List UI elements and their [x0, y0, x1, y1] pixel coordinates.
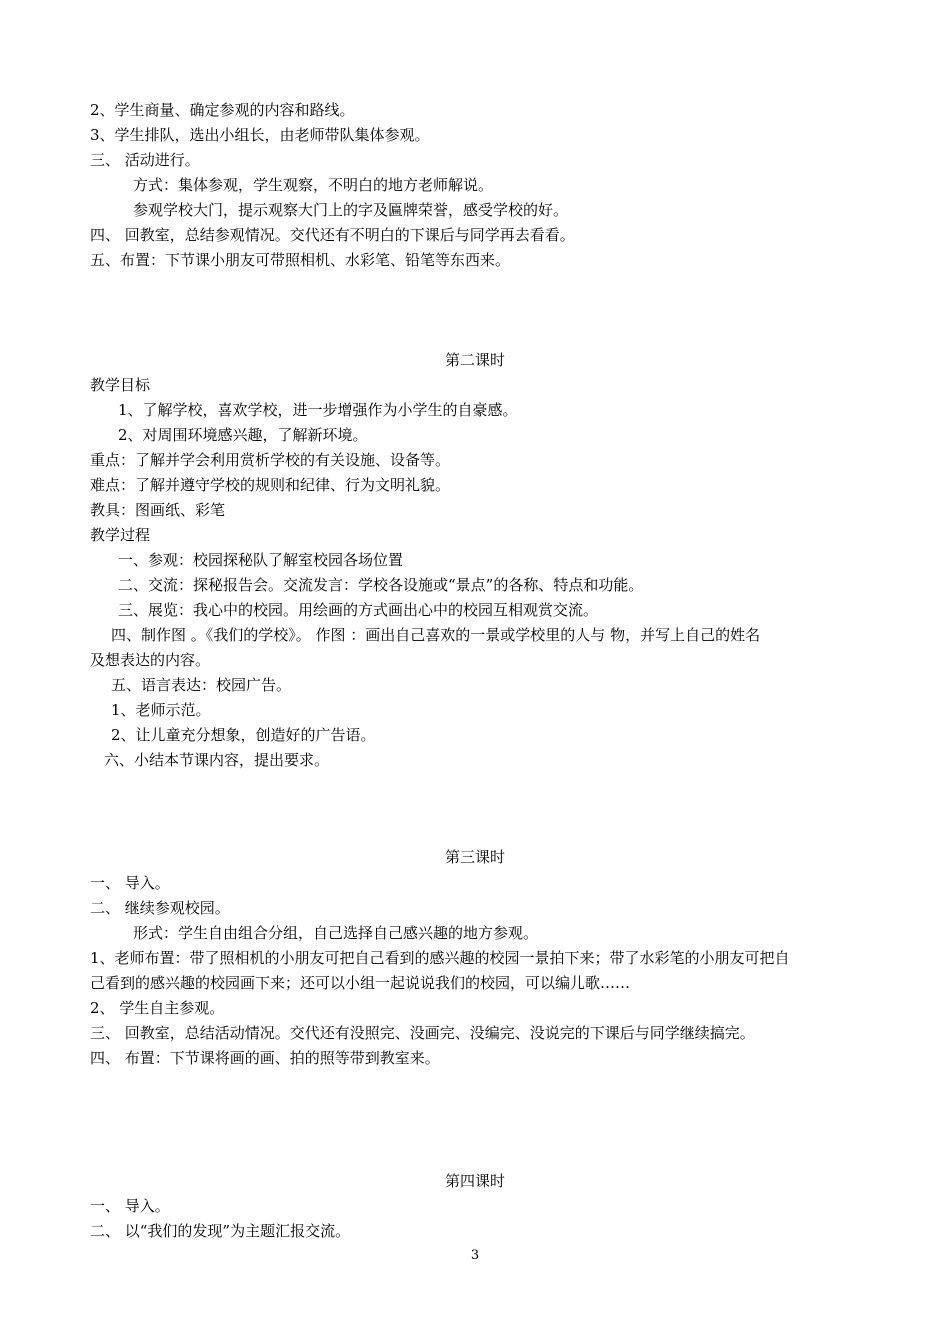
paragraph-line: 2、让儿童充分想象，创造好的广告语。 [111, 726, 376, 744]
paragraph-line: 二、 继续参观校园。 [90, 899, 230, 917]
paragraph-line: 难点：了解并遵守学校的规则和纪律、行为文明礼貌。 [90, 476, 451, 494]
paragraph-line: 重点：了解并学会利用赏析学校的有关设施、设备等。 [90, 451, 451, 469]
paragraph-line: 参观学校大门，提示观察大门上的字及匾牌荣誉，感受学校的好。 [133, 201, 569, 219]
paragraph-line: 四、 回教室，总结参观情况。交代还有不明白的下课后与同学再去看看。 [90, 226, 575, 244]
paragraph-line: 2、对周围环境感兴趣，了解新环境。 [118, 426, 368, 444]
paragraph-line: 一、参观：校园探秘队了解室校园各场位置 [118, 551, 404, 569]
paragraph-line: 一、 导入。 [90, 1197, 170, 1215]
paragraph-line: 六、小结本节课内容，提出要求。 [104, 751, 330, 769]
paragraph-line: 1、老师示范。 [111, 701, 211, 719]
paragraph-line: 四、 布置：下节课将画的画、拍的照等带到教室来。 [90, 1049, 440, 1067]
paragraph-line: 己看到的感兴趣的校园画下来；还可以小组一起说说我们的校园，可以编儿歌…… [90, 974, 631, 992]
paragraph-line: 1、老师布置：带了照相机的小朋友可把自己看到的感兴趣的校园一景拍下来；带了水彩笔的小朋友可把自 [90, 949, 790, 967]
paragraph-line: 教学目标 [90, 376, 151, 394]
paragraph-line: 一、 导入。 [90, 874, 170, 892]
paragraph-line: 四、制作图 。《我们的学校》。 作图 ：画出自己喜欢的一景或学校里的人与 物，并写上自己的姓名 [111, 626, 761, 644]
paragraph-line: 1、了解学校，喜欢学校，进一步增强作为小学生的自豪感。 [118, 401, 518, 419]
paragraph-line: 五、语言表达：校园广告。 [111, 676, 292, 694]
section-heading: 第二课时 [444, 351, 505, 369]
section-heading: 第四课时 [444, 1172, 505, 1190]
paragraph-line: 三、 回教室，总结活动情况。交代还有没照完、没画完、没编完、没说完的下课后与同学继续搞完。 [90, 1024, 755, 1042]
paragraph-line: 二、 以“我们的发现”为主题汇报交流。 [90, 1222, 351, 1240]
paragraph-line: 形式：学生自由组合分组，自己选择自己感兴趣的地方参观。 [133, 924, 539, 942]
section-heading: 第三课时 [444, 848, 505, 866]
paragraph-line: 教学过程 [90, 526, 151, 544]
paragraph-line: 二、交流：探秘报告会。交流发言：学校各设施或“景点”的各称、特点和功能。 [118, 576, 644, 594]
paragraph-line: 2、 学生自主参观。 [90, 999, 225, 1017]
page-number: 3 [470, 1248, 480, 1263]
paragraph-line: 方式：集体参观，学生观察，不明白的地方老师解说。 [133, 176, 494, 194]
paragraph-line: 五、布置：下节课小朋友可带照相机、水彩笔、铅笔等东西来。 [90, 251, 511, 269]
paragraph-line: 教具：图画纸、彩笔 [90, 501, 226, 519]
paragraph-line: 3、学生排队，选出小组长，由老师带队集体参观。 [90, 126, 430, 144]
paragraph-line: 三、 活动进行。 [90, 151, 200, 169]
paragraph-line: 及想表达的内容。 [90, 651, 211, 669]
paragraph-line: 2、学生商量、确定参观的内容和路线。 [90, 101, 355, 119]
paragraph-line: 三、展览：我心中的校园。用绘画的方式画出心中的校园互相观赏交流。 [118, 601, 599, 619]
